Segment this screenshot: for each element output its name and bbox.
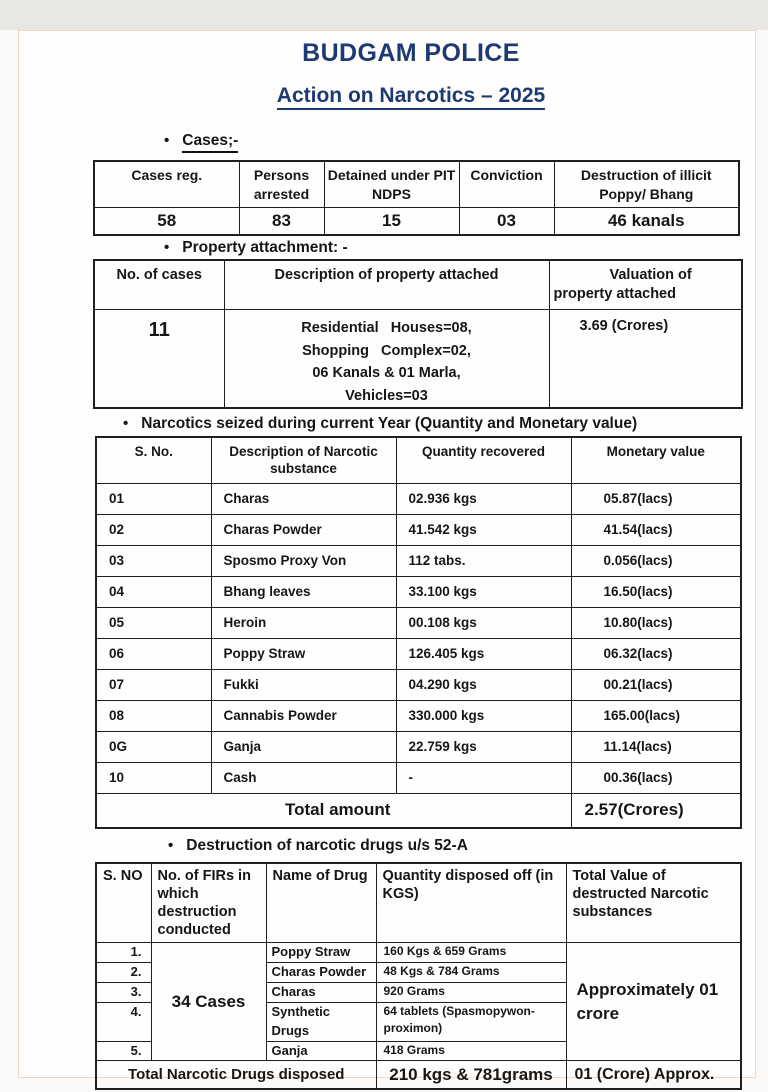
seized-cell: 06 [96, 638, 211, 669]
seized-header-row [96, 437, 741, 484]
seized-cell: 10 [96, 762, 211, 793]
destruction-drug-cell: Synthetic Drugs [266, 1002, 376, 1041]
seized-cell: 07 [96, 669, 211, 700]
destruction-quantity-cell: 64 tablets (Spasmopywon-proximon) [376, 1002, 566, 1041]
seized-cell: 33.100 kgs [396, 576, 571, 607]
column-header: No. of FIRs in which destruction conducted [151, 863, 266, 943]
column-header: Name of Drug [266, 863, 376, 943]
property-description-line: Residential Houses=08, [301, 320, 472, 337]
seized-cell: Sposmo Proxy Von [211, 545, 396, 576]
seized-cell: 02.936 kgs [396, 483, 571, 514]
seized-cell: Heroin [211, 607, 396, 638]
destruction-drug-cell: Charas Powder [266, 963, 376, 983]
section-heading-cases-label: Cases;- [182, 132, 238, 154]
cases-header-row [94, 161, 739, 207]
photo-background-strip [0, 0, 768, 30]
bullet-icon: • [168, 837, 174, 855]
column-header: Total Value of destructed Narcotic substances [566, 863, 741, 943]
narcotics-seized-table [95, 436, 742, 830]
property-attachment-table [93, 259, 743, 409]
section-heading-destruction-label: Destruction of narcotic drugs u/s 52-A [186, 837, 468, 855]
section-heading-seized [75, 415, 747, 434]
column-header: No. of cases [94, 260, 224, 309]
bullet-icon: • [123, 415, 129, 433]
seized-cell: - [396, 762, 571, 793]
property-description-line: Vehicles=03 [345, 387, 428, 404]
seized-cell: Fukki [211, 669, 396, 700]
seized-total-row [96, 793, 741, 828]
seized-row [96, 669, 741, 700]
destruction-sno-cell: 1. [96, 943, 151, 963]
destruction-sno-cell: 4. [96, 1002, 151, 1041]
destruction-quantity-cell: 160 Kgs & 659 Grams [376, 943, 566, 963]
table-cell: 3.69 (Crores) [549, 310, 742, 408]
destruction-total-label: Total Narcotic Drugs disposed [96, 1061, 376, 1089]
seized-cell: Cash [211, 762, 396, 793]
seized-row [96, 638, 741, 669]
destruction-total-quantity: 210 kgs & 781grams [376, 1061, 566, 1089]
document-page [18, 30, 756, 1084]
column-header: S. NO [96, 863, 151, 943]
seized-cell: 08 [96, 700, 211, 731]
destruction-sno-cell: 2. [96, 963, 151, 983]
destruction-drug-cell: Charas [266, 982, 376, 1002]
page-subtitle [75, 84, 747, 108]
seized-row [96, 700, 741, 731]
table-cell: 58 [94, 207, 239, 235]
table-cell: 15 [324, 207, 459, 235]
seized-cell: Ganja [211, 731, 396, 762]
seized-cell: 06.32(lacs) [571, 638, 741, 669]
seized-row [96, 576, 741, 607]
column-header: Conviction [459, 161, 554, 207]
seized-cell: 11.14(lacs) [571, 731, 741, 762]
destruction-header-row [96, 863, 741, 943]
table-cell: 83 [239, 207, 324, 235]
seized-cell: 10.80(lacs) [571, 607, 741, 638]
seized-cell: 01 [96, 483, 211, 514]
property-description-line: Shopping Complex=02, [302, 342, 471, 359]
destruction-table [95, 862, 742, 1090]
seized-cell: Cannabis Powder [211, 700, 396, 731]
seized-row [96, 731, 741, 762]
seized-cell: 00.108 kgs [396, 607, 571, 638]
column-header: Quantity disposed off (in KGS) [376, 863, 566, 943]
seized-cell: 0.056(lacs) [571, 545, 741, 576]
seized-cell: Poppy Straw [211, 638, 396, 669]
seized-cell: 05 [96, 607, 211, 638]
total-amount-label: Total amount [96, 793, 571, 828]
destruction-quantity-cell: 920 Grams [376, 982, 566, 1002]
section-heading-destruction [75, 837, 747, 856]
seized-row [96, 514, 741, 545]
seized-cell: 41.542 kgs [396, 514, 571, 545]
seized-cell: 04 [96, 576, 211, 607]
seized-cell: Charas Powder [211, 514, 396, 545]
bullet-icon: • [164, 238, 170, 256]
seized-cell: 0G [96, 731, 211, 762]
seized-row [96, 762, 741, 793]
document-content [19, 31, 755, 1090]
seized-cell: 41.54(lacs) [571, 514, 741, 545]
destruction-quantity-cell: 48 Kgs & 784 Grams [376, 963, 566, 983]
page-title: BUDGAM POLICE [302, 39, 520, 67]
column-header: Destruction of illicit Poppy/ Bhang [554, 161, 739, 207]
column-header: S. No. [96, 437, 211, 484]
seized-row [96, 607, 741, 638]
seized-cell: 04.290 kgs [396, 669, 571, 700]
seized-cell: Charas [211, 483, 396, 514]
seized-cell: 126.405 kgs [396, 638, 571, 669]
seized-cell: 112 tabs. [396, 545, 571, 576]
column-header: Description of property attached [224, 260, 549, 309]
total-amount-value: 2.57(Crores) [571, 793, 741, 828]
column-header: Valuation of property attached [549, 260, 742, 309]
seized-cell: 22.759 kgs [396, 731, 571, 762]
page-subtitle-text: Action on Narcotics – 2025 [277, 84, 545, 110]
property-values-row [94, 310, 742, 408]
column-header: Persons arrested [239, 161, 324, 207]
table-cell [224, 310, 549, 408]
column-header: Description of Narcotic substance [211, 437, 396, 484]
cases-summary-table [93, 160, 740, 235]
table-cell: 11 [94, 310, 224, 408]
destruction-row [96, 943, 741, 963]
destruction-sno-cell: 5. [96, 1041, 151, 1061]
column-header: Detained under PIT NDPS [324, 161, 459, 207]
seized-row [96, 483, 741, 514]
seized-cell: 00.21(lacs) [571, 669, 741, 700]
section-heading-cases [75, 132, 747, 154]
section-heading-seized-label: Narcotics seized during current Year (Quantity and Monetary value) [141, 415, 638, 433]
destruction-fir-count-cell: 34 Cases [151, 943, 266, 1061]
destruction-quantity-cell: 418 Grams [376, 1041, 566, 1061]
table-cell: 03 [459, 207, 554, 235]
property-header-row [94, 260, 742, 309]
column-header: Quantity recovered [396, 437, 571, 484]
seized-cell: 16.50(lacs) [571, 576, 741, 607]
destruction-total-row [96, 1061, 741, 1089]
column-header: Monetary value [571, 437, 741, 484]
destruction-value-cell: Approximately 01 crore [566, 943, 741, 1061]
section-heading-property [75, 239, 747, 258]
seized-cell: 165.00(lacs) [571, 700, 741, 731]
destruction-sno-cell: 3. [96, 982, 151, 1002]
seized-cell: 02 [96, 514, 211, 545]
destruction-total-value: 01 (Crore) Approx. [566, 1061, 741, 1089]
seized-cell: 330.000 kgs [396, 700, 571, 731]
destruction-drug-cell: Ganja [266, 1041, 376, 1061]
cases-values-row [94, 207, 739, 235]
seized-cell: 00.36(lacs) [571, 762, 741, 793]
bullet-icon: • [164, 131, 170, 149]
destruction-drug-cell: Poppy Straw [266, 943, 376, 963]
column-header: Cases reg. [94, 161, 239, 207]
section-heading-property-label: Property attachment: - [182, 238, 348, 256]
property-description-line: 06 Kanals & 01 Marla, [312, 365, 461, 382]
seized-cell: 03 [96, 545, 211, 576]
seized-row [96, 545, 741, 576]
table-cell: 46 kanals [554, 207, 739, 235]
seized-cell: Bhang leaves [211, 576, 396, 607]
seized-cell: 05.87(lacs) [571, 483, 741, 514]
